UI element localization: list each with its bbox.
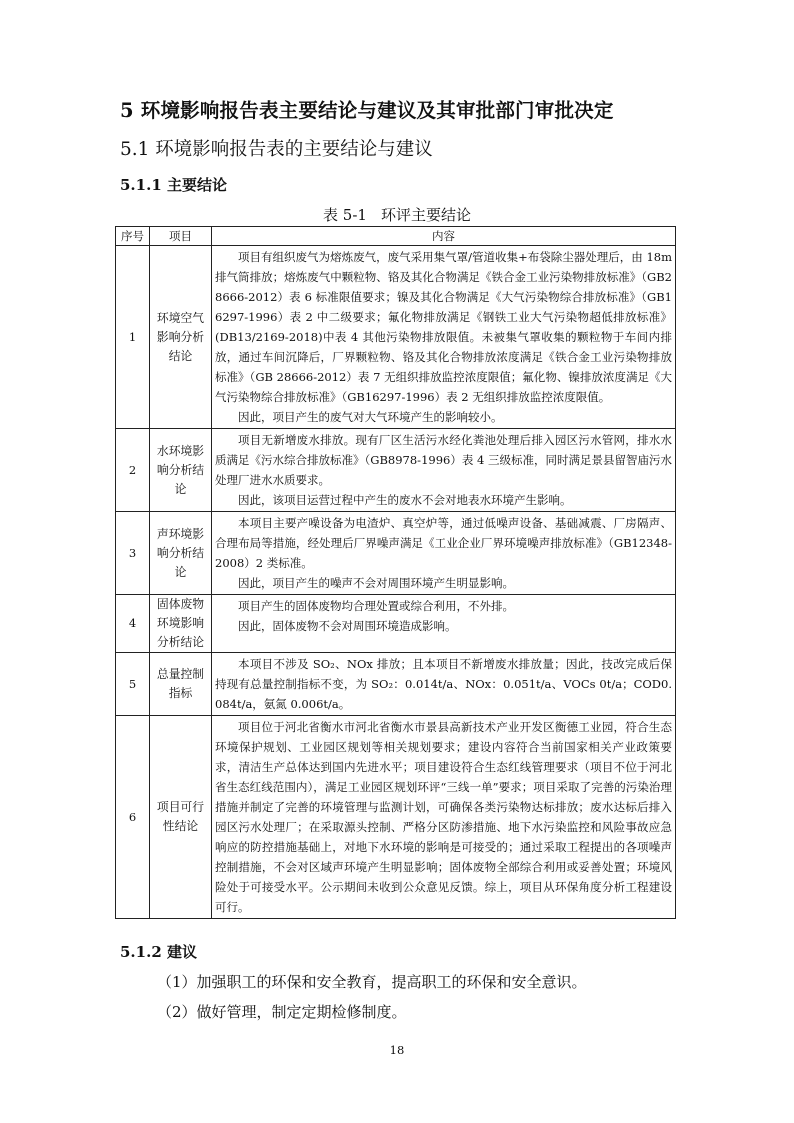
row-number-cell: 5 <box>116 653 150 716</box>
table-header-row <box>116 227 676 246</box>
row-number-cell: 3 <box>116 512 150 595</box>
header-cell-content: 内容 <box>212 227 676 246</box>
table-row <box>116 246 676 429</box>
section-heading-5-1-1: 5.1.1 主要结论 <box>120 176 227 194</box>
row-content-cell <box>212 246 676 429</box>
header-cell-number: 序号 <box>116 227 150 246</box>
content-paragraph: 本项目主要产噪设备为电渣炉、真空炉等，通过低噪声设备、基础减震、厂房隔声、合理布局等措施，经处理后厂界噪声满足《工业企业厂界环境噪声排放标准》（GB12348-2008）2 类标准。 <box>215 516 672 570</box>
recommendation-item: （2）做好管理，制定定期检修制度。 <box>157 1003 407 1021</box>
content-paragraph: 项目有组织废气为熔炼废气，废气采用集气罩/管道收集+布袋除尘器处理后，由 18m 排气筒排放；熔炼废气中颗粒物、铬及其化合物满足《铁合金工业污染物排放标准》（GB28666-2012）表 6 标准限值要求；镍及其化合物满足《大气污染物综合排放标准》（GB16297-1996）表 2 中二级要求；氟化物排放满足《钢铁工业大气污染物超低排放标准》(DB13/2169-2018)中表 4 其他污染物排放限值。未被集气罩收集的颗粒物于车间内排放，通过车间沉降后，厂界颗粒物、铬及其化合物排放浓度满足《铁合金工业污染物排放标准》（GB 28666-2012）表 7 无组织排放监控浓度限值；氟化物、镍排放浓度满足《大气污染物综合排放标准》（GB16297-1996）表 2 无组织排放监控浓度限值。 <box>215 250 672 404</box>
row-item-cell: 环境空气影响分析结论 <box>150 246 212 429</box>
row-number-cell: 2 <box>116 429 150 512</box>
content-paragraph: 因此，固体废物不会对周围环境造成影响。 <box>238 619 457 633</box>
row-content-cell <box>212 512 676 595</box>
row-item-cell: 固体废物环境影响分析结论 <box>150 595 212 653</box>
row-item-cell: 声环境影响分析结论 <box>150 512 212 595</box>
row-item-cell: 项目可行性结论 <box>150 716 212 919</box>
row-item-cell: 总量控制指标 <box>150 653 212 716</box>
row-number-cell: 4 <box>116 595 150 653</box>
row-content-cell <box>212 653 676 716</box>
table-row <box>116 429 676 512</box>
table-caption-number: 表 5-1 <box>323 206 367 224</box>
row-number-cell: 1 <box>116 246 150 429</box>
page-number: 18 <box>389 1043 405 1057</box>
table-row <box>116 716 676 919</box>
content-paragraph: 本项目不涉及 SO₂、NOx 排放；且本项目不新增废水排放量；因此，技改完成后保持现有总量控制指标不变，为 SO₂：0.014t/a、NOx：0.051t/a、VOCs 0t/a；COD0.084t/a，氨氮 0.006t/a。 <box>215 657 672 711</box>
section-heading-5-1-2: 5.1.2 建议 <box>120 943 197 961</box>
content-paragraph: 项目位于河北省衡水市河北省衡水市景县高新技术产业开发区衡德工业园，符合生态环境保护规划、工业园区规划等相关规划要求；建设内容符合当前国家相关产业政策要求，清洁生产总体达到国内先进水平；项目建设符合生态红线管理要求（项目不位于河北省生态红线范围内），满足工业园区规划环评“三线一单”要求；项目采取了完善的污染治理措施并制定了完善的环境管理与监测计划，可确保各类污染物达标排放；废水达标后排入园区污水处理厂；在采取源头控制、严格分区防渗措施、地下水污染监控和风险事故应急响应的防控措施基础上，对地下水环境的影响是可接受的；通过采取工程提出的各项噪声控制措施，不会对区域声环境产生明显影响；固体废物全部综合利用或妥善处置；环境风险处于可接受水平。公示期间未收到公众意见反馈。综上，项目从环保角度分析工程建设可行。 <box>215 720 672 914</box>
table-caption <box>0 204 794 225</box>
row-number-cell: 6 <box>116 716 150 919</box>
content-paragraph: 项目无新增废水排放。现有厂区生活污水经化粪池处理后排入园区污水管网，排水水质满足《污水综合排放标准》（GB8978-1996）表 4 三级标准，同时满足景县留智庙污水处理厂进水水质要求。 <box>215 433 672 487</box>
row-content-cell <box>212 429 676 512</box>
content-paragraph: 因此，该项目运营过程中产生的废水不会对地表水环境产生影响。 <box>238 493 572 507</box>
content-paragraph: 因此，项目产生的废气对大气环境产生的影响较小。 <box>238 410 503 424</box>
conclusions-table <box>115 226 676 919</box>
section-heading-5-1: 5.1 环境影响报告表的主要结论与建议 <box>120 139 433 160</box>
row-item-cell: 水环境影响分析结论 <box>150 429 212 512</box>
row-content-cell <box>212 716 676 919</box>
recommendation-item: （1）加强职工的环保和安全教育，提高职工的环保和安全意识。 <box>157 973 587 991</box>
row-content-cell <box>212 595 676 653</box>
table-row <box>116 595 676 653</box>
section-heading-5: 5 环境影响报告表主要结论与建议及其审批部门审批决定 <box>120 99 614 122</box>
header-cell-item: 项目 <box>150 227 212 246</box>
content-paragraph: 因此，项目产生的噪声不会对周围环境产生明显影响。 <box>238 576 514 590</box>
table-caption-title: 环评主要结论 <box>380 206 471 224</box>
table-row <box>116 512 676 595</box>
table-row <box>116 653 676 716</box>
content-paragraph: 项目产生的固体废物均合理处置或综合利用，不外排。 <box>238 599 514 613</box>
